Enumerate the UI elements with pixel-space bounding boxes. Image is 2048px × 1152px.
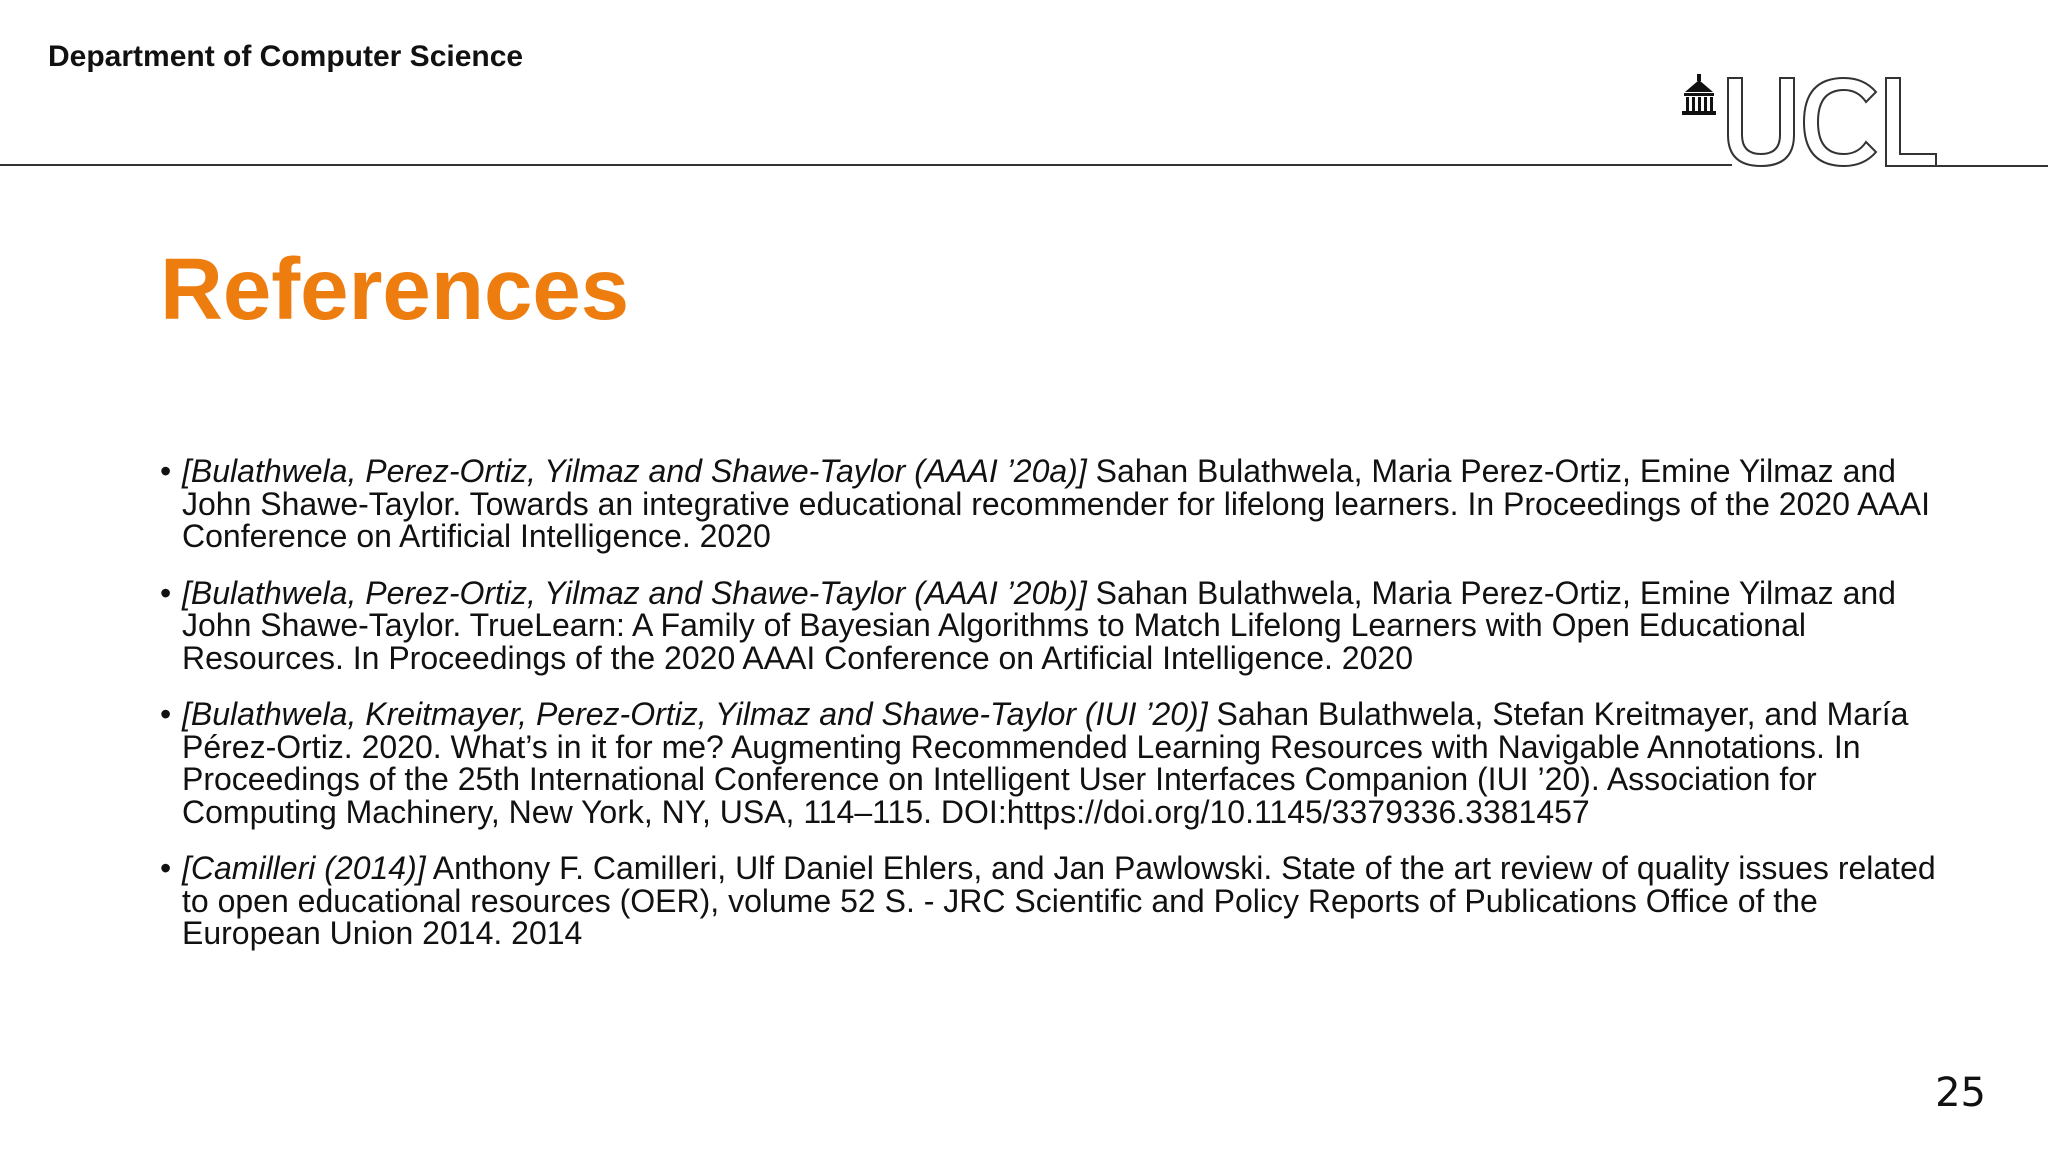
page-number: 25 [1935, 1070, 1986, 1116]
reference-key: [Camilleri (2014)] [182, 850, 426, 886]
reference-text: Sahan Bulathwela, Maria Perez-Ortiz, Emine Yilmaz and John Shawe-Taylor. Towards an integrative educational recommender for lifelong learners. In Proceedings of the 2020 AAAI Conference on Artificial Intelligence. 2020 [182, 453, 1930, 554]
reference-item [160, 852, 1940, 950]
reference-list [160, 455, 1940, 974]
reference-text: Anthony F. Camilleri, Ulf Daniel Ehlers, and Jan Pawlowski. State of the art review of quality issues related to open educational resources (OER), volume 52 S. - JRC Scientific and Policy Reports of Publications Office of the European Union 2014. 2014 [182, 850, 1936, 951]
reference-key: [Bulathwela, Kreitmayer, Perez-Ortiz, Yilmaz and Shawe-Taylor (IUI ’20)] [182, 696, 1208, 732]
svg-text:UCL: UCL [1862, 168, 1865, 169]
department-label: Department of Computer Science [48, 40, 524, 73]
reference-item [160, 698, 1940, 828]
bullet-icon: • [160, 574, 172, 611]
reference-item [160, 455, 1940, 553]
bullet-icon: • [160, 850, 172, 886]
slide-title: References [160, 241, 630, 338]
reference-text: Sahan Bulathwela, Stefan Kreitmayer, and María Pérez-Ortiz. 2020. What’s in it for me? Augmenting Recommended Learning Resources with Navigable Annotations. In Proceedings of the 25th International Conference on Intelligent User Interfaces Companion (IUI ’20). Association for Computing Machinery, New York, NY, USA, 114–115. DOI:https://doi.org/10.1145/3379336.3381457 [182, 696, 1909, 830]
header-divider [0, 164, 1732, 166]
ucl-logo [1676, 70, 2048, 170]
reference-key: [Bulathwela, Perez-Ortiz, Yilmaz and Shawe-Taylor (AAAI ’20b)] [182, 574, 1087, 611]
bullet-icon: • [160, 453, 172, 489]
portico-icon [1682, 74, 1716, 115]
reference-key: [Bulathwela, Perez-Ortiz, Yilmaz and Shawe-Taylor (AAAI ’20a)] [182, 453, 1087, 489]
bullet-icon: • [160, 696, 172, 732]
reference-text: Sahan Bulathwela, Maria Perez-Ortiz, Emine Yilmaz and John Shawe-Taylor. TrueLearn: A Family of Bayesian Algorithms to Match Lifelong Learners with Open Educational Resources. In Proceedings of the 2020 AAAI Conference on Artificial Intelligence. 2020 [182, 574, 1896, 676]
reference-item [160, 574, 1940, 676]
